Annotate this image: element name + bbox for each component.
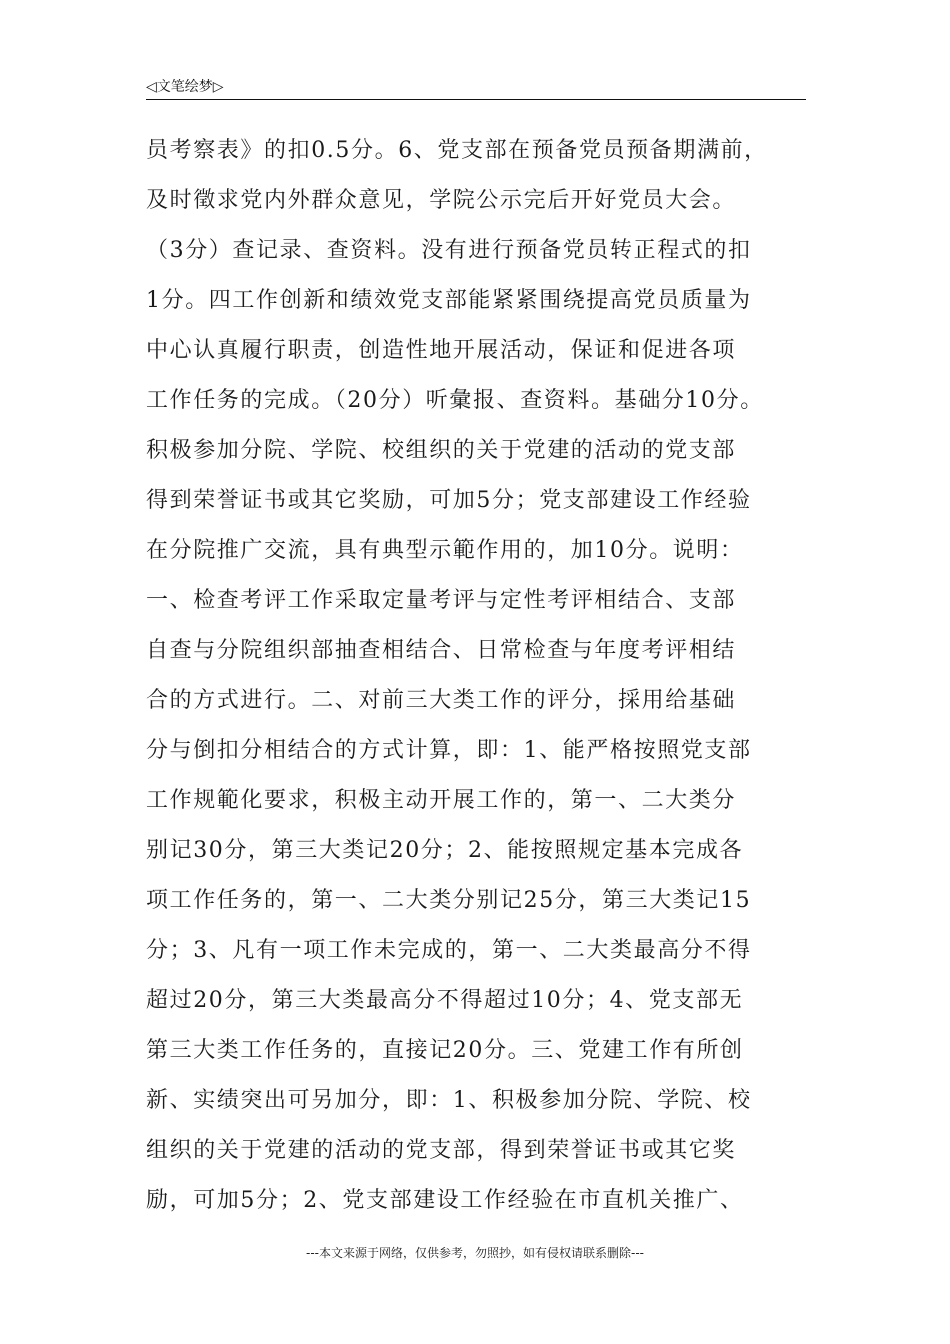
body-line: 一、检查考评工作采取定量考评与定性考评相结合、支部 [146,588,737,613]
body-line: 新、实绩突出可另加分，即：1、积极参加分院、学院、校 [146,1088,752,1113]
document-body [146,126,810,1226]
body-line: 组织的关于党建的活动的党支部，得到荣誉证书或其它奖 [146,1138,737,1163]
body-line: 得到荣誉证书或其它奖励，可加5分；党支部建设工作经验 [146,488,752,513]
body-line: 分；3、凡有一项工作未完成的，第一、二大类最高分不得 [146,938,752,963]
body-line: 自查与分院组织部抽查相结合、日常检查与年度考评相结 [146,638,737,663]
body-line: 项工作任务的，第一、二大类分别记25分，第三大类记15 [146,888,752,913]
body-line: 励，可加5分；2、党支部建设工作经验在市直机关推广、 [146,1188,744,1213]
page-header [146,72,806,100]
body-line: 工作任务的完成。（20分）听彙报、查资料。基础分10分。 [146,388,764,413]
body-line: 及时徵求党内外群众意见，学院公示完后开好党员大会。 [146,188,737,213]
body-line: 工作规範化要求，积极主动开展工作的，第一、二大类分 [146,788,737,813]
body-line: 积极参加分院、学院、校组织的关于党建的活动的党支部 [146,438,737,463]
header-title: ◁文笔绘梦▷ [146,79,224,95]
body-line: （3分）查记录、查资料。没有进行预备党员转正程式的扣 [146,238,752,263]
body-line: 1分。四工作创新和绩效党支部能紧紧围绕提高党员质量为 [146,288,752,313]
body-line: 超过20分，第三大类最高分不得超过10分；4、党支部无 [146,988,744,1013]
body-line: 员考察表》的扣0.5分。6、党支部在预备党员预备期满前， [146,138,768,163]
body-line: 第三大类工作任务的，直接记20分。三、党建工作有所创 [146,1038,744,1063]
body-line: 中心认真履行职责，创造性地开展活动，保证和促进各项 [146,338,737,363]
body-line: 别记30分，第三大类记20分；2、能按照规定基本完成各 [146,838,744,863]
body-line: 分与倒扣分相结合的方式计算，即：1、能严格按照党支部 [146,738,752,763]
body-line: 合的方式进行。二、对前三大类工作的评分，採用给基础 [146,688,737,713]
body-line: 在分院推广交流，具有典型示範作用的，加10分。说明： [146,538,744,563]
footer-disclaimer: ---本文来源于网络，仅供参考，勿照抄，如有侵权请联系删除--- [306,1246,644,1260]
